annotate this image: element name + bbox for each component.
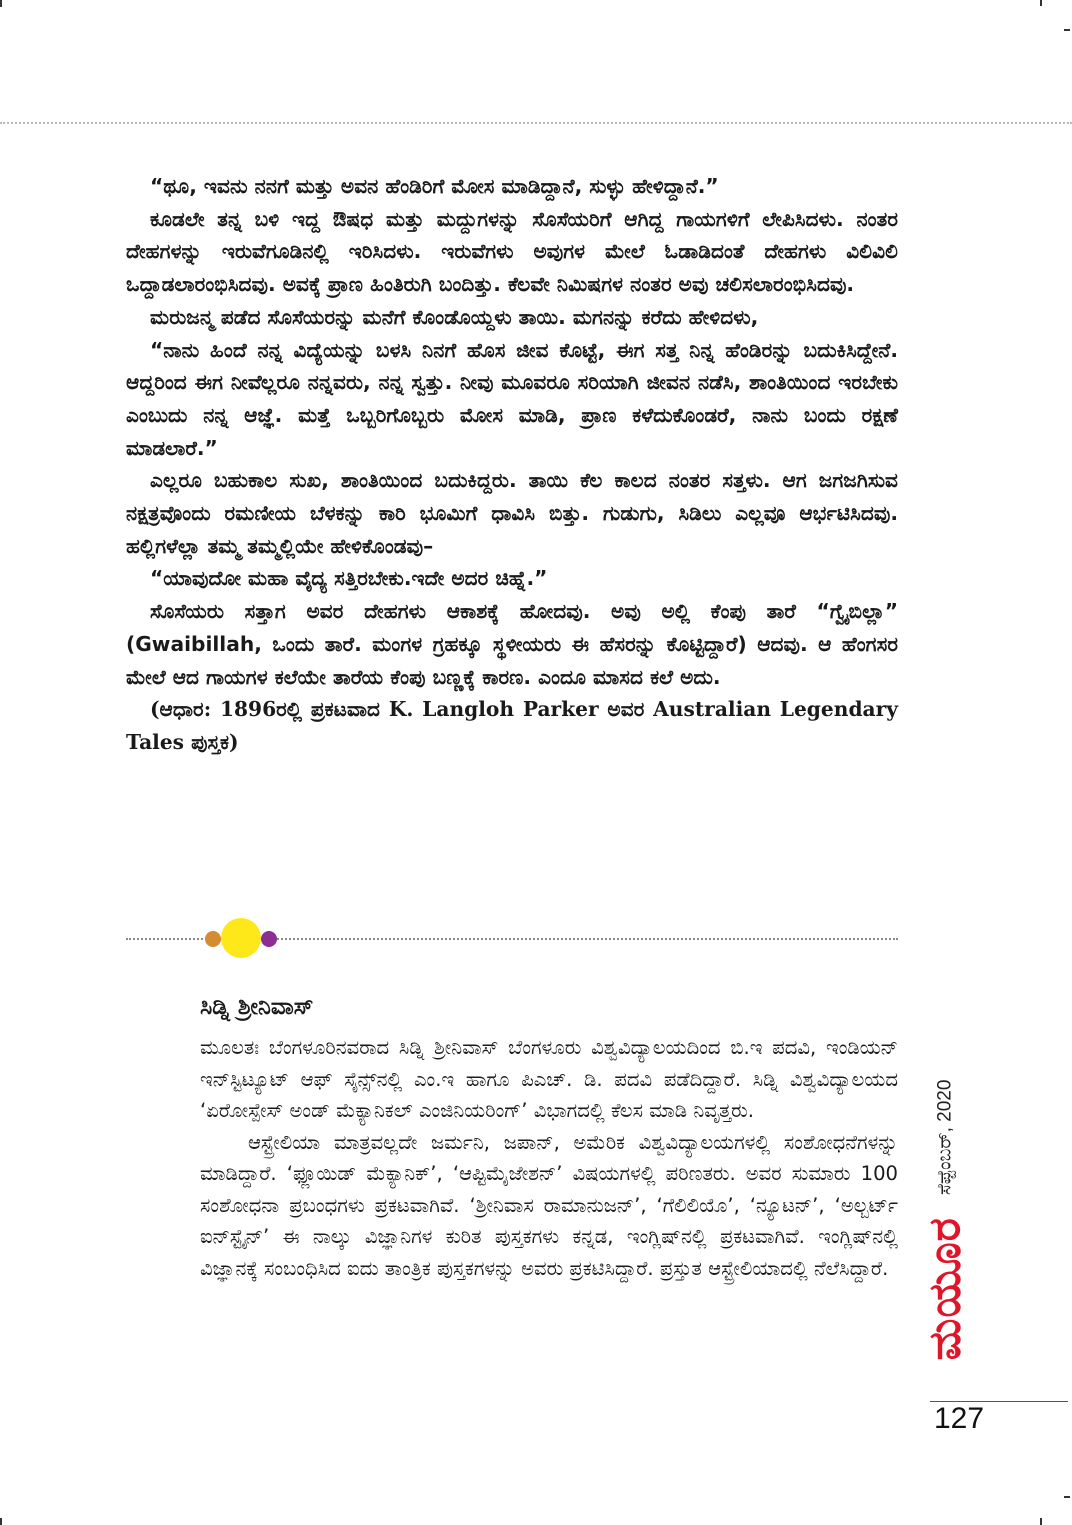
crop-mark-right-bottom [1064,1496,1070,1498]
orange-dot [205,931,221,947]
story-paragraph: ಸೊಸೆಯರು ಸತ್ತಾಗ ಅವರ ದೇಹಗಳು ಆಕಾಶಕ್ಕೆ ಹೋದವು. ಅವು ಅಲ್ಲಿ ಕೆಂಪು ತಾರೆ “ಗ್ವೈಬಿಲ್ಲಾ” (Gwaibillah, ಒಂದು ತಾರೆ. ಮಂಗಳ ಗ್ರಹಕ್ಕೂ ಸ್ಥಳೀಯರು ಈ ಹೆಸರನ್ನು ಕೊಟ್ಟಿದ್ದಾರೆ) ಆದವು. ಆ ಹೆಂಗಸರ ಮೇಲೆ ಆದ ಗಾಯಗಳ ಕಲೆಯೇ ತಾರೆಯ ಕೆಂಪು ಬಣ್ಣಕ್ಕೆ ಕಾರಣ. ಎಂದೂ ಮಾಸದ ಕಲೆ ಅದು. [126,599,898,689]
header-dotted-rule [0,122,1072,124]
author-name: ಸಿಡ್ನಿ ಶ್ರೀನಿವಾಸ್ [200,994,314,1020]
crop-mark-top-right [1040,0,1042,6]
story-paragraph: ಕೂಡಲೇ ತನ್ನ ಬಳಿ ಇದ್ದ ಔಷಧ ಮತ್ತು ಮದ್ದುಗಳನ್ನು ಸೊಸೆಯರಿಗೆ ಆಗಿದ್ದ ಗಾಯಗಳಿಗೆ ಲೇಪಿಸಿದಳು. ನಂತರ ದೇಹಗಳನ್ನು ಇರುವೆಗೂಡಿನಲ್ಲಿ ಇರಿಸಿದಳು. ಇರುವೆಗಳು ಅವುಗಳ ಮೇಲೆ ಓಡಾಡಿದಂತೆ ದೇಹಗಳು ವಿಲಿವಿಲಿ ಒದ್ದಾಡಲಾರಂಭಿಸಿದವು. ಅವಕ್ಕೆ ಪ್ರಾಣ ಹಿಂತಿರುಗಿ ಬಂದಿತ್ತು. ಕೆಲವೇ ನಿಮಿಷಗಳ ನಂತರ ಅವು ಚಲಿಸಲಾರಂಭಿಸಿದವು. [126,206,898,297]
author-bio [200,990,898,1284]
crop-mark-bottom-left [0,1518,2,1525]
story-paragraph: “ನಾನು ಹಿಂದೆ ನನ್ನ ವಿದ್ಯೆಯನ್ನು ಬಳಸಿ ನಿನಗೆ ಹೊಸ ಜೀವ ಕೊಟ್ಟೆ, ಈಗ ಸತ್ತ ನಿನ್ನ ಹೆಂಡಿರನ್ನು ಬದುಕಿಸಿದ್ದೇನೆ. ಆದ್ದರಿಂದ ಈಗ ನೀವೆಲ್ಲರೂ ನನ್ನವರು, ನನ್ನ ಸ್ವತ್ತು. ನೀವು ಮೂವರೂ ಸರಿಯಾಗಿ ಜೀವನ ನಡೆಸಿ, ಶಾಂತಿಯಿಂದ ಇರಬೇಕು ಎಂಬುದು ನನ್ನ ಆಜ್ಞೆ. ಮತ್ತೆ ಒಬ್ಬರಿಗೊಬ್ಬರು ಮೋಸ ಮಾಡಿ, ಪ್ರಾಣ ಕಳೆದುಕೊಂಡರೆ, ನಾನು ಬಂದು ರಕ್ಷಣೆ ಮಾಡಲಾರೆ.” [126,337,898,460]
bio-paragraph: ಮೂಲತಃ ಬೆಂಗಳೂರಿನವರಾದ ಸಿಡ್ನಿ ಶ್ರೀನಿವಾಸ್ ಬೆಂಗಳೂರು ವಿಶ್ವವಿದ್ಯಾಲಯದಿಂದ ಬಿ.ಇ ಪದವಿ, ಇಂಡಿಯನ್ ಇನ್‌ಸ್ಟಿಟ್ಯೂಟ್ ಆಫ್ ಸೈನ್ಸ್‌ನಲ್ಲಿ ಎಂ.ಇ ಹಾಗೂ ಪಿಎಚ್. ಡಿ. ಪದವಿ ಪಡೆದಿದ್ದಾರೆ. ಸಿಡ್ನಿ ವಿಶ್ವವಿದ್ಯಾಲಯದ ‘ಏರೋಸ್ಪೇಸ್ ಅಂಡ್ ಮೆಕ್ಯಾನಿಕಲ್ ಎಂಜಿನಿಯರಿಂಗ್’ ವಿಭಾಗದಲ್ಲಿ ಕೆಲಸ ಮಾಡಿ ನಿವೃತ್ತರು. [200,1036,898,1122]
story-paragraph: “ಯಾವುದೋ ಮಹಾ ವೈದ್ಯ ಸತ್ತಿರಬೇಕು.ಇದೇ ಅದರ ಚಿಹ್ನೆ.” [150,566,548,591]
section-divider [126,917,898,963]
crop-mark-right-top [1064,29,1070,31]
crop-mark-top-left [0,0,2,7]
page-number: 127 [934,1402,985,1435]
magazine-logo: ಮಯೂರ [919,1217,971,1361]
crop-mark-bottom-right [1040,1518,1042,1525]
story-paragraph: “ಥೂ, ಇವನು ನನಗೆ ಮತ್ತು ಅವನ ಹೆಂಡಿರಿಗೆ ಮೋಸ ಮಾಡಿದ್ದಾನೆ, ಸುಳ್ಳು ಹೇಳಿದ್ದಾನೆ.” [150,174,719,198]
yellow-dot [221,918,261,958]
bio-paragraph: ಆಸ್ಟ್ರೇಲಿಯಾ ಮಾತ್ರವಲ್ಲದೇ ಜರ್ಮನಿ, ಜಪಾನ್, ಅಮೆರಿಕ ವಿಶ್ವವಿದ್ಯಾಲಯಗಳಲ್ಲಿ ಸಂಶೋಧನೆಗಳನ್ನು ಮಾಡಿದ್ದಾರೆ. ‘ಫ್ಲೂಯಿಡ್ ಮೆಕ್ಯಾನಿಕ್’, ‘ಆಪ್ಟಿಮೈಜೇಶನ್’ ವಿಷಯಗಳಲ್ಲಿ ಪರಿಣತರು. ಅವರ ಸುಮಾರು 100 ಸಂಶೋಧನಾ ಪ್ರಬಂಧಗಳು ಪ್ರಕಟವಾಗಿವೆ. ‘ಶ್ರೀನಿವಾಸ ರಾಮಾನುಜನ್’, ‘ಗೆಲಿಲಿಯೊ’, ‘ನ್ಯೂಟನ್’, ‘ಅಲ್ಬರ್ಟ್ ಐನ್‌ಸ್ಟೈನ್’ ಈ ನಾಲ್ಕು ವಿಜ್ಞಾನಿಗಳ ಕುರಿತ ಪುಸ್ತಕಗಳು ಕನ್ನಡ, ಇಂಗ್ಲಿಷ್‌ನಲ್ಲಿ ಪ್ರಕಟವಾಗಿವೆ. ಇಂಗ್ಲಿಷ್‌ನಲ್ಲಿ ವಿಜ್ಞಾನಕ್ಕೆ ಸಂಬಂಧಿಸಿದ ಐದು ತಾಂತ್ರಿಕ ಪುಸ್ತಕಗಳನ್ನು ಅವರು ಪ್ರಕಟಿಸಿದ್ದಾರೆ. ಪ್ರಸ್ತುತ ಆಸ್ಟ್ರೇಲಿಯಾದಲ್ಲಿ ನೆಲೆಸಿದ್ದಾರೆ. [200,1130,898,1280]
purple-dot [261,931,277,947]
story-text [126,170,898,759]
source-citation: (ಆಧಾರ: 1896ರಲ್ಲಿ ಪ್ರಕಟವಾದ K. Langloh Parker ಅವರ Australian Legendary Tales ಪುಸ್ತಕ) [126,697,898,754]
magazine-sidebar [915,1060,975,1380]
issue-date: ಸೆಪ್ಟೆಂಬರ್, 2020 [934,1079,955,1196]
story-paragraph: ಮರುಜನ್ಮ ಪಡೆದ ಸೊಸೆಯರನ್ನು ಮನೆಗೆ ಕೊಂಡೊಯ್ದಳು ತಾಯಿ. ಮಗನನ್ನು ಕರೆದು ಹೇಳಿದಳು, [150,304,759,329]
story-paragraph: ಎಲ್ಲರೂ ಬಹುಕಾಲ ಸುಖ, ಶಾಂತಿಯಿಂದ ಬದುಕಿದ್ದರು. ತಾಯಿ ಕೆಲ ಕಾಲದ ನಂತರ ಸತ್ತಳು. ಆಗ ಜಗಜಗಿಸುವ ನಕ್ಷತ್ರವೊಂದು ರಮಣೀಯ ಬೆಳಕನ್ನು ಕಾರಿ ಭೂಮಿಗೆ ಧಾವಿಸಿ ಬಿತ್ತು. ಗುಡುಗು, ಸಿಡಿಲು ಎಲ್ಲವೂ ಆರ್ಭಟಿಸಿದವು. ಹಲ್ಲಿಗಳೆಲ್ಲಾ ತಮ್ಮ ತಮ್ಮಲ್ಲಿಯೇ ಹೇಳಿಕೊಂಡವು– [126,468,898,558]
